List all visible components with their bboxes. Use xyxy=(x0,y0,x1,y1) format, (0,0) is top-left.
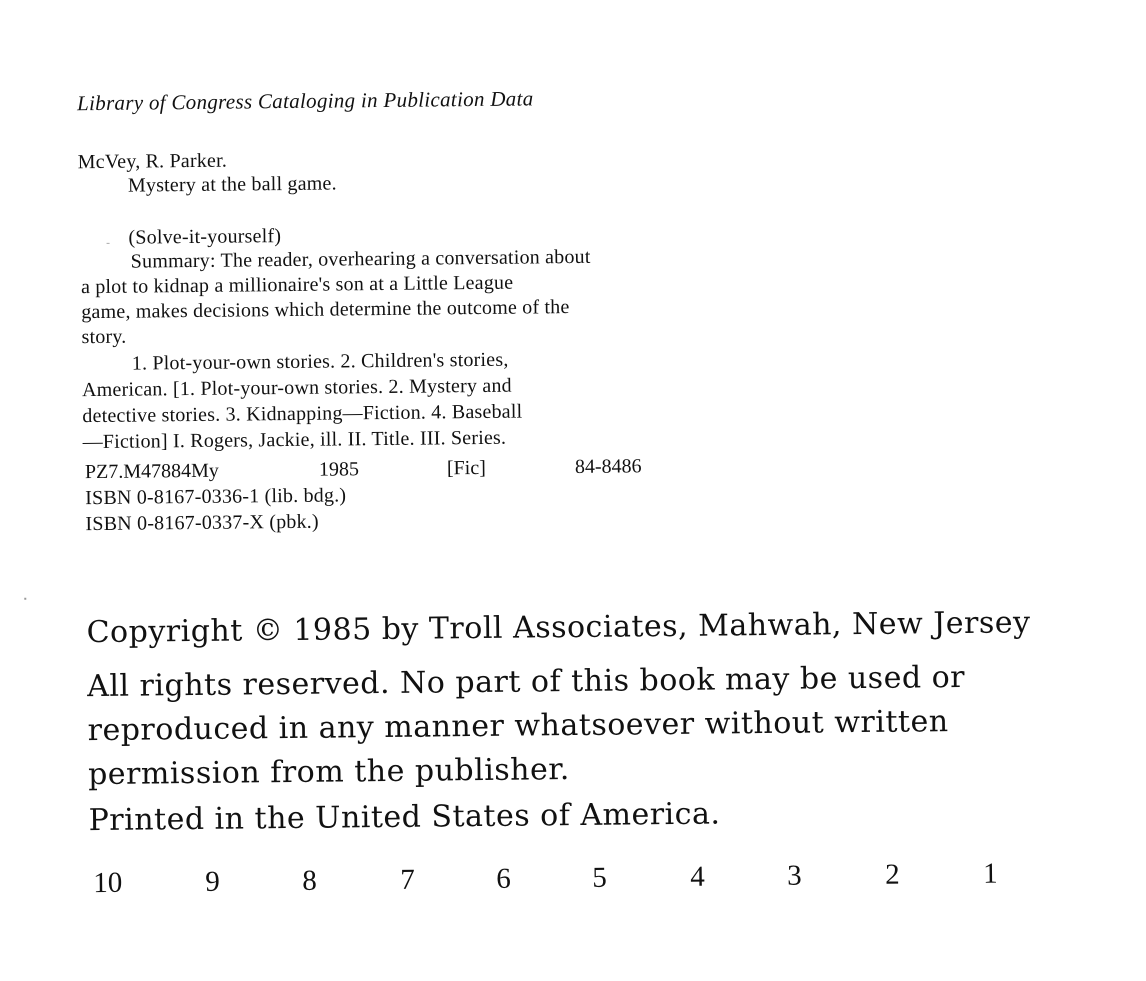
printing-number: 8 xyxy=(302,864,317,897)
cip-heading: Library of Congress Cataloging in Publication Data xyxy=(76,86,534,116)
printed-in-line: Printed in the United States of America. xyxy=(88,796,721,839)
copyright-notice: Copyright © 1985 by Troll Associates, Mahwah, New Jersey xyxy=(86,605,1031,651)
cip-author: McVey, R. Parker. xyxy=(77,149,228,174)
cip-class-number: PZ7.M47884My xyxy=(84,459,219,484)
cip-title: Mystery at the ball game. xyxy=(127,172,337,197)
cip-lccn: 84-8486 xyxy=(574,455,642,479)
rights-line: All rights reserved. No part of this book may be used or xyxy=(87,659,966,705)
rights-line: reproduced in any manner whatsoever without written xyxy=(87,704,949,749)
rights-line: permission from the publisher. xyxy=(87,752,571,793)
scan-speck xyxy=(24,598,26,600)
cip-subject-line: 1. Plot-your-own stories. 2. Children's stories, xyxy=(131,348,509,375)
printing-number: 10 xyxy=(93,866,123,900)
printing-number: 4 xyxy=(690,860,705,893)
cip-summary-line: story. xyxy=(81,325,127,349)
printing-number: 9 xyxy=(205,865,220,898)
cip-isbn-lib: ISBN 0-8167-0336-1 (lib. bdg.) xyxy=(85,484,347,510)
printing-number: 6 xyxy=(496,862,511,895)
printing-line xyxy=(9,856,1146,908)
cip-isbn-pbk: ISBN 0-8167-0337-X (pbk.) xyxy=(85,510,319,536)
printing-number: 3 xyxy=(787,859,802,892)
cip-subject-line: detective stories. 3. Kidnapping—Fiction. 4. Baseball xyxy=(82,400,523,428)
cip-subject-line: —Fiction] I. Rogers, Jackie, ill. II. Title. III. Series. xyxy=(82,426,507,454)
printing-number: 2 xyxy=(885,858,900,891)
printing-number: 1 xyxy=(983,857,998,890)
printing-number: 5 xyxy=(592,861,607,894)
cip-summary-line: game, makes decisions which determine the outcome of the xyxy=(81,296,570,324)
cip-year: 1985 xyxy=(318,458,360,481)
printing-number: 7 xyxy=(400,863,415,896)
cip-series: (Solve-it-yourself) xyxy=(128,225,282,249)
cip-summary-line: Summary: The reader, overhearing a conversation about xyxy=(130,245,591,273)
cip-subject-line: American. [1. Plot-your-own stories. 2. Mystery and xyxy=(81,374,512,402)
scan-speck xyxy=(107,243,110,244)
cip-fic: [Fic] xyxy=(446,456,486,480)
cip-summary-line: a plot to kidnap a millionaire's son at a Little League xyxy=(80,271,514,299)
